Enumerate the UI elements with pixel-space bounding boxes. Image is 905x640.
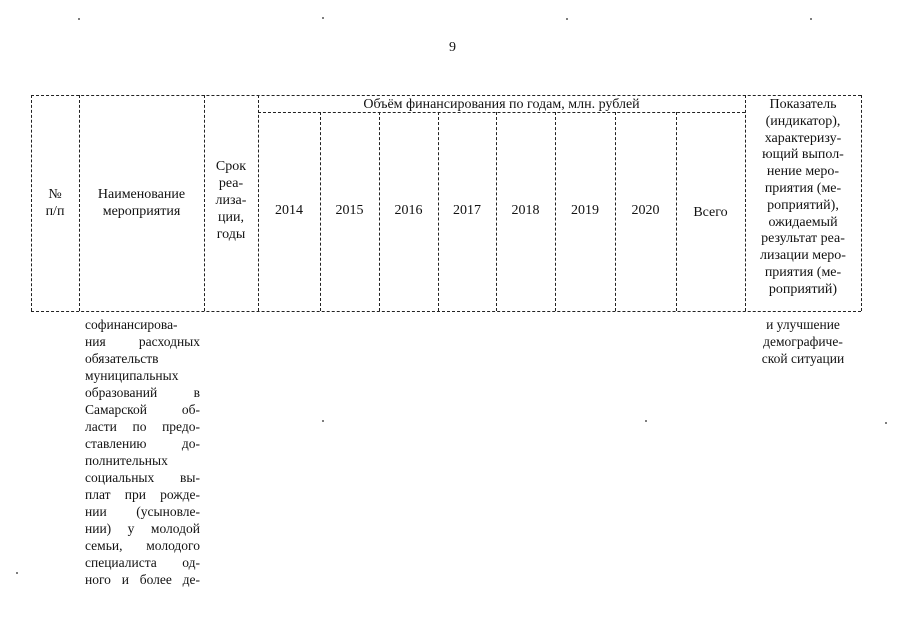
scan-speck (810, 18, 812, 20)
header-total: Всего (693, 205, 728, 220)
page-number: 9 (449, 40, 456, 55)
header-year: 2014 (275, 203, 303, 218)
scan-speck (78, 18, 80, 20)
header-year: 2020 (631, 203, 660, 218)
header-year: 2018 (511, 203, 540, 218)
indicator-text: и улучшение демографиче- ской ситуации (761, 317, 845, 366)
header-indicator: Показатель (индикатор), характеризу- ющий выпол- нение меро- приятия (ме- роприятий), ожидаемый результат реа- лизации меро- приятия (ме- роприятий) (760, 97, 846, 297)
header-number: № п/п (45, 187, 65, 219)
header-year: 2016 (394, 203, 423, 218)
header-event-name: Наименование мероприятия (97, 187, 186, 219)
header-term: Срок реа- лиза- ции, годы (215, 159, 247, 242)
scan-speck (645, 420, 647, 422)
event-name-text: софинансирова- ния расходных обязательств муниципальных образований в Самарской об- ласти по предо- ставлению до- полнительных социальных вы- плат при рожде- нии (усыновле- нии) у молодой семьи, молодого специалиста од- ного и более де- (85, 317, 200, 587)
table-right-border (861, 95, 862, 311)
header-year: 2017 (453, 203, 481, 218)
scan-speck (885, 422, 887, 424)
header-funding-title: Объём финансирования по годам, млн. рублей (363, 97, 640, 112)
scan-speck (566, 18, 568, 20)
table-bottom-border (31, 311, 861, 312)
header-year: 2015 (335, 203, 364, 218)
scan-speck (16, 572, 18, 574)
header-year: 2019 (571, 203, 599, 218)
scan-speck (322, 17, 324, 19)
scan-speck (322, 420, 324, 422)
